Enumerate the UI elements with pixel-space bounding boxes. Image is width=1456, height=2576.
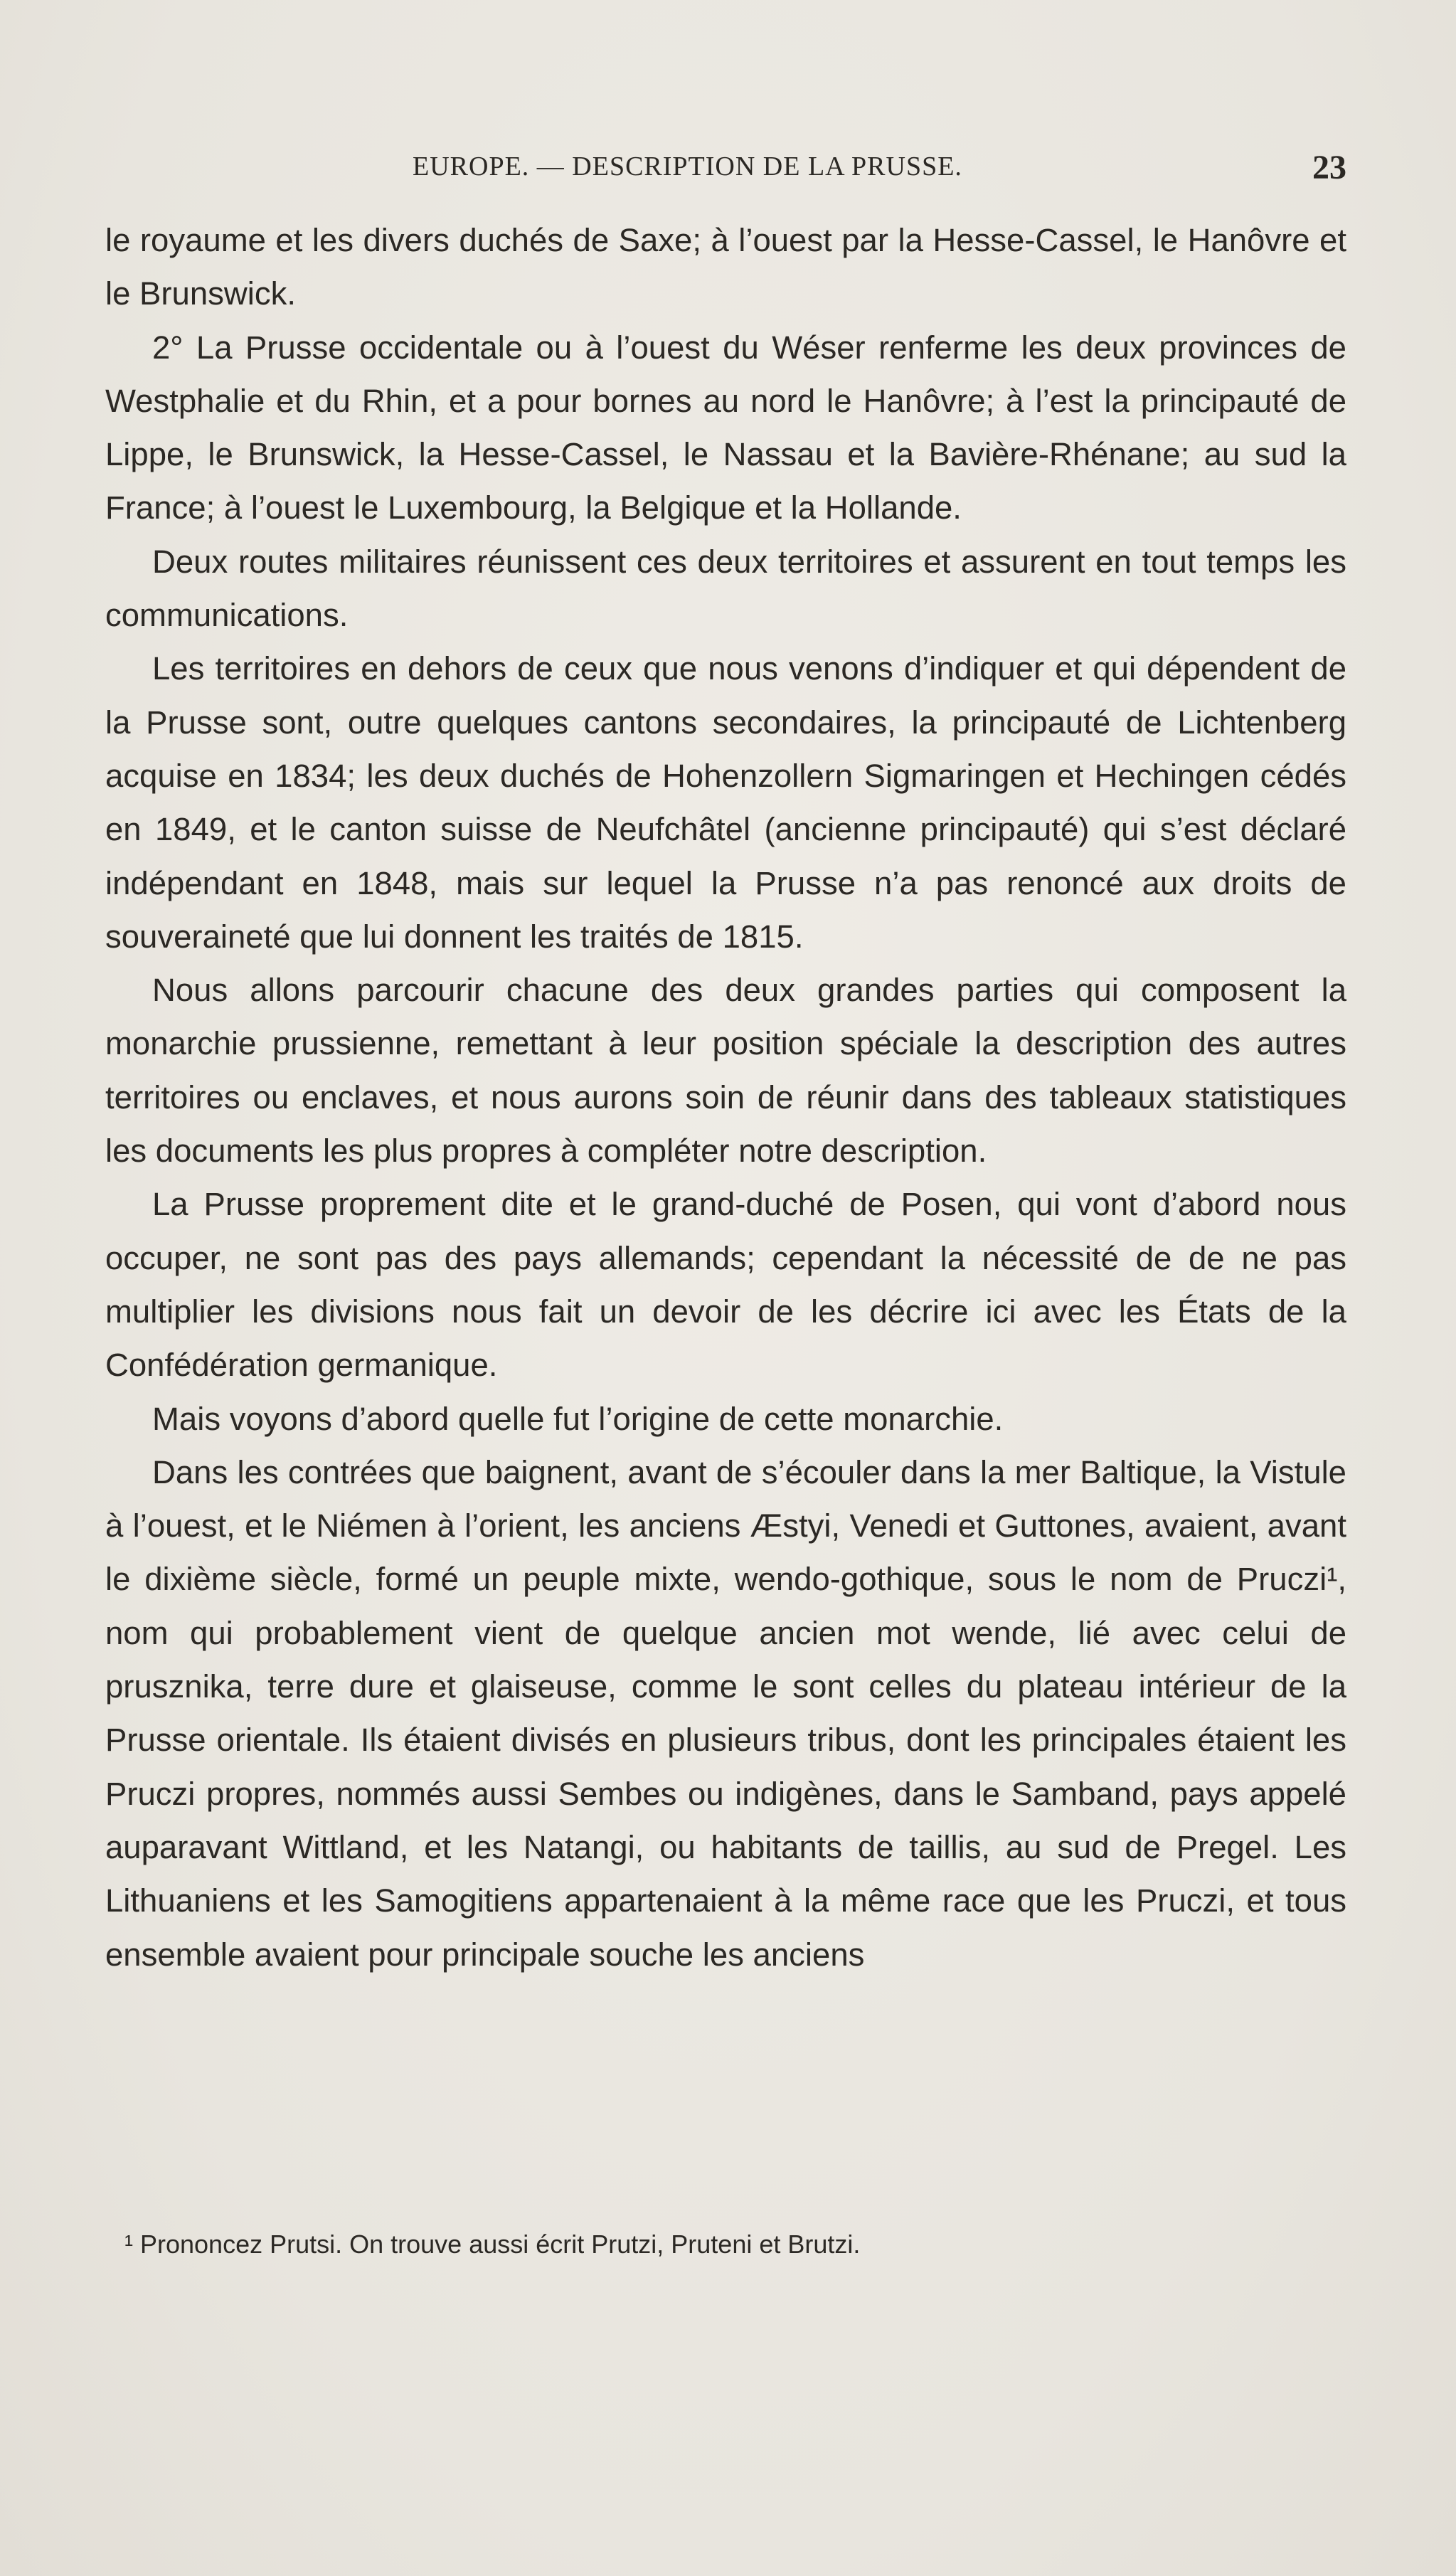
paragraph-5: Nous allons parcourir chacune des deux grandes parties qui composent la monarchie prussienne, remettant à leur position spéciale la description des autres territoires ou enclaves, et nous aurons soin de réunir dans des tableaux statistiques les documents les plus propres à compléter notre description.: [105, 972, 1346, 1170]
paragraph-1: le royaume et les divers duchés de Saxe; à l’ouest par la Hesse-Cassel, le Hanôvre et le Brunswick.: [105, 222, 1346, 312]
body-text: [105, 213, 1346, 1981]
paragraph-4: Les territoires en dehors de ceux que nous venons d’indiquer et qui dépendent de la Prusse sont, outre quelques cantons secondaires, la principauté de Lichtenberg acquise en 1834; les deux duchés de Hohenzollern Sigmaringen et Hechingen cédés en 1849, et le canton suisse de Neufchâtel (ancienne principauté) qui s’est déclaré indépendant en 1848, mais sur lequel la Prusse n’a pas renoncé aux droits de souveraineté que lui donnent les traités de 1815.: [105, 650, 1346, 955]
paragraph-8: Dans les contrées que baignent, avant de s’écouler dans la mer Baltique, la Vistule à l’ouest, et le Niémen à l’orient, les anciens Æstyi, Venedi et Guttones, avaient, avant le dixième siècle, formé un peuple mixte, wendo-gothique, sous le nom de Pruczi¹, nom qui probablement vient de quelque ancien mot wende, lié avec celui de prusznika, terre dure et glaiseuse, comme le sont celles du plateau intérieur de la Prusse orientale. Ils étaient divisés en plusieurs tribus, dont les principales étaient les Pruczi propres, nommés aussi Sembes ou indigènes, dans le Samband, pays appelé auparavant Wittland, et les Natangi, ou habitants de taillis, au sud de Pregel. Les Lithuaniens et les Samogitiens appartenaient à la même race que les Pruczi, et tous ensemble avaient pour principale souche les anciens: [105, 1453, 1346, 1973]
footnote: ¹ Prononcez Prutsi. On trouve aussi écrit Prutzi, Pruteni et Brutzi.: [124, 2230, 861, 2259]
paragraph-6: La Prusse proprement dite et le grand-duché de Posen, qui vont d’abord nous occuper, ne sont pas des pays allemands; cependant la nécessité de de ne pas multiplier les divisions nous fait un devoir de les décrire ici avec les États de la Confédération germanique.: [105, 1186, 1346, 1384]
page-number: 23: [1312, 149, 1346, 186]
paragraph-3: Deux routes militaires réunissent ces deux territoires et assurent en tout temps les communications.: [105, 543, 1346, 634]
running-head: EUROPE. — DESCRIPTION DE LA PRUSSE.: [413, 152, 962, 181]
page-header: [105, 148, 1346, 191]
paragraph-2: 2° La Prusse occidentale ou à l’ouest du Wéser renferme les deux provinces de Westphalie et du Rhin, et a pour bornes au nord le Hanôvre; à l’est la principauté de Lippe, le Brunswick, la Hesse-Cassel, le Nassau et la Bavière-Rhénane; au sud la France; à l’ouest le Luxembourg, la Belgique et la Hollande.: [105, 329, 1346, 526]
paragraph-7: Mais voyons d’abord quelle fut l’origine de cette monarchie.: [152, 1400, 1004, 1437]
